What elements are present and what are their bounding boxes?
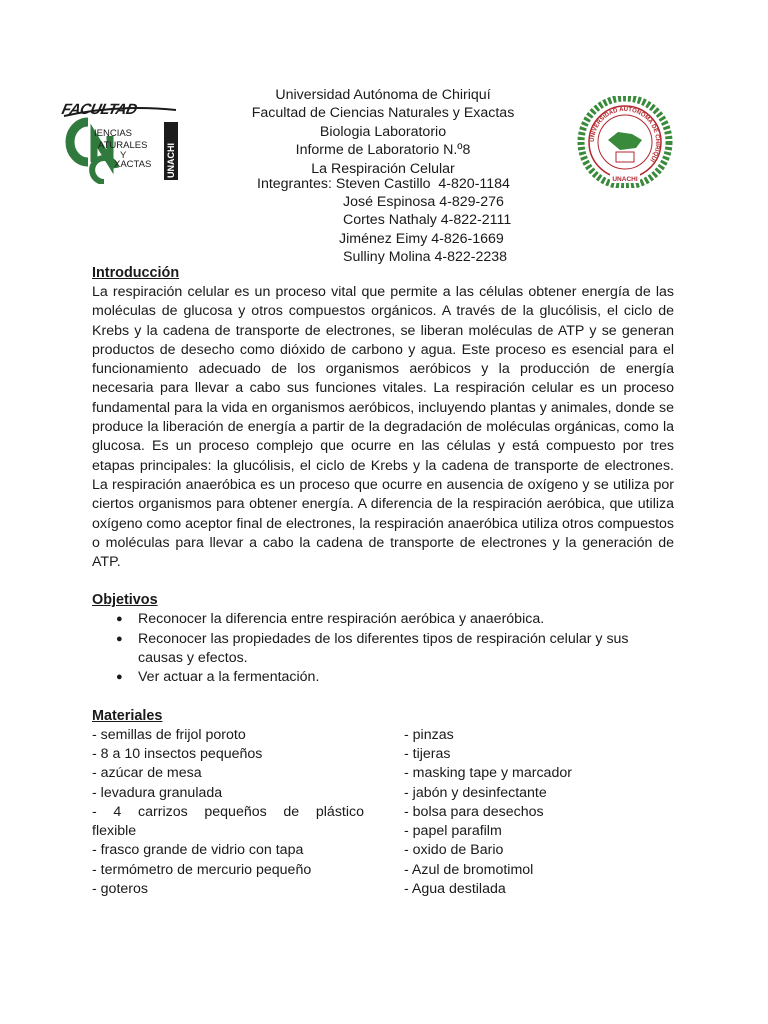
- objectives-list: [92, 610, 674, 687]
- report-title: La Respiración Celular: [311, 160, 455, 177]
- document-body: [92, 264, 674, 899]
- introduccion-paragraph: La respiración celular es un proceso vital que permite a las células obtener energía de las moléculas de glucosa y otros compuestos orgánicos. A través de la glucólisis, el ciclo de Krebs y la cadena de transporte de electrones, se liberan moléculas de ATP y se generan productos de desecho como dióxido de carbono y agua. Este proceso es esencial para el funcionamiento adecuado de los organismos aeróbicos y la producción de energía necesaria para llevar a cabo sus funciones vitales. La respiración celular es un proceso fundamental para la vida en organismos aeróbicos, incluyendo plantas y animales, donde se produce la liberación de energía a partir de la degradación de moléculas orgánicas, como la glucosa. Es un proceso complejo que ocurre en las células y está compuesto por tres etapas principales: la glucólisis, el ciclo de Krebs y la cadena de transporte de electrones. La respiración anaeróbica es un proceso que ocurre en ausencia de oxígeno y se utiliza por ciertos organismos para obtener energía. A diferencia de la respiración aeróbica, que utiliza oxígeno como aceptor final de electrones, la respiración anaeróbica utiliza otros compuestos o moléculas para llevar a cabo la cadena de transporte de electrones y la generación de ATP.: [92, 284, 675, 571]
- material-item: - oxido de Bario: [404, 842, 504, 859]
- material-item: - levadura granulada: [92, 784, 223, 801]
- material-item: - azúcar de mesa: [92, 765, 202, 782]
- member-row-1: [257, 175, 510, 193]
- materials-list: [92, 726, 674, 900]
- material-item: - 8 a 10 insectos pequeños: [92, 745, 263, 762]
- material-item: - goteros: [92, 881, 148, 898]
- member-row-3: Cortes Nathaly 4-822-2111: [343, 212, 512, 229]
- objective-item: ● Reconocer la diferencia entre respiración aeróbica y anaeróbica.: [138, 610, 674, 629]
- material-item: - 4 carrizos pequeños de plástico: [92, 803, 364, 820]
- material-item: - jabón y desinfectante: [404, 784, 547, 801]
- member-row-2: José Espinosa 4-829-276: [343, 194, 504, 211]
- section-heading-materiales: Materiales: [92, 707, 163, 724]
- university-name: Universidad Autónoma de Chiriquí: [275, 87, 491, 103]
- material-item: - bolsa para desechos: [404, 803, 544, 820]
- objective-item: ● Ver actuar a la fermentación.: [138, 668, 674, 687]
- materials-column-left: [92, 726, 364, 900]
- member-row-5: Sulliny Molina 4-822-2238: [343, 248, 508, 265]
- section-heading-introduccion: Introducción: [92, 265, 180, 281]
- member-row-4: Jiménez Eimy 4-826-1669: [339, 230, 504, 247]
- member-name: Steven Castillo 4-820-1184: [335, 176, 510, 192]
- material-item: - pinzas: [404, 726, 454, 743]
- material-item: - masking tape y marcador: [404, 765, 572, 782]
- material-item: - papel parafilm: [404, 823, 502, 840]
- objective-item: ● Reconocer las propiedades de los diferentes tipos de respiración celular y sus causas y efectos.: [138, 630, 674, 669]
- logo-arc-text: FACULTAD: [60, 101, 139, 118]
- material-item: - frasco grande de vidrio con tapa: [92, 842, 304, 859]
- material-item-continuation: flexible: [92, 823, 137, 840]
- material-item: - Azul de bromotimol: [404, 861, 534, 878]
- members-list: [257, 175, 596, 266]
- logo-line-1: IENCIAS: [94, 128, 133, 139]
- material-item: - termómetro de mercurio pequeño: [92, 861, 312, 878]
- material-item: - semillas de frijol poroto: [92, 726, 246, 743]
- members-label: Integrantes:: [257, 176, 332, 192]
- section-heading-objetivos: Objetivos: [92, 592, 158, 609]
- material-item: - tijeras: [404, 745, 451, 762]
- seal-ring-text: UNIVERSIDAD AUTÓNOMA DE CHIRIQUÍ: [589, 106, 661, 163]
- materials-column-right: [404, 726, 572, 900]
- report-number: Informe de Laboratorio N.º8: [295, 142, 471, 159]
- logo-line-3: Y: [120, 150, 127, 161]
- course-name: Biologia Laboratorio: [319, 123, 447, 140]
- material-item: - Agua destilada: [404, 881, 506, 898]
- logo-line-2: ATURALES: [98, 140, 148, 151]
- logo-side-text: UNACHI: [166, 143, 176, 178]
- document-header: [150, 86, 616, 178]
- seal-bottom-text: UNACHI: [612, 176, 638, 183]
- logo-line-4: XACTAS: [114, 159, 152, 170]
- faculty-name: Facultad de Ciencias Naturales y Exactas: [251, 105, 515, 122]
